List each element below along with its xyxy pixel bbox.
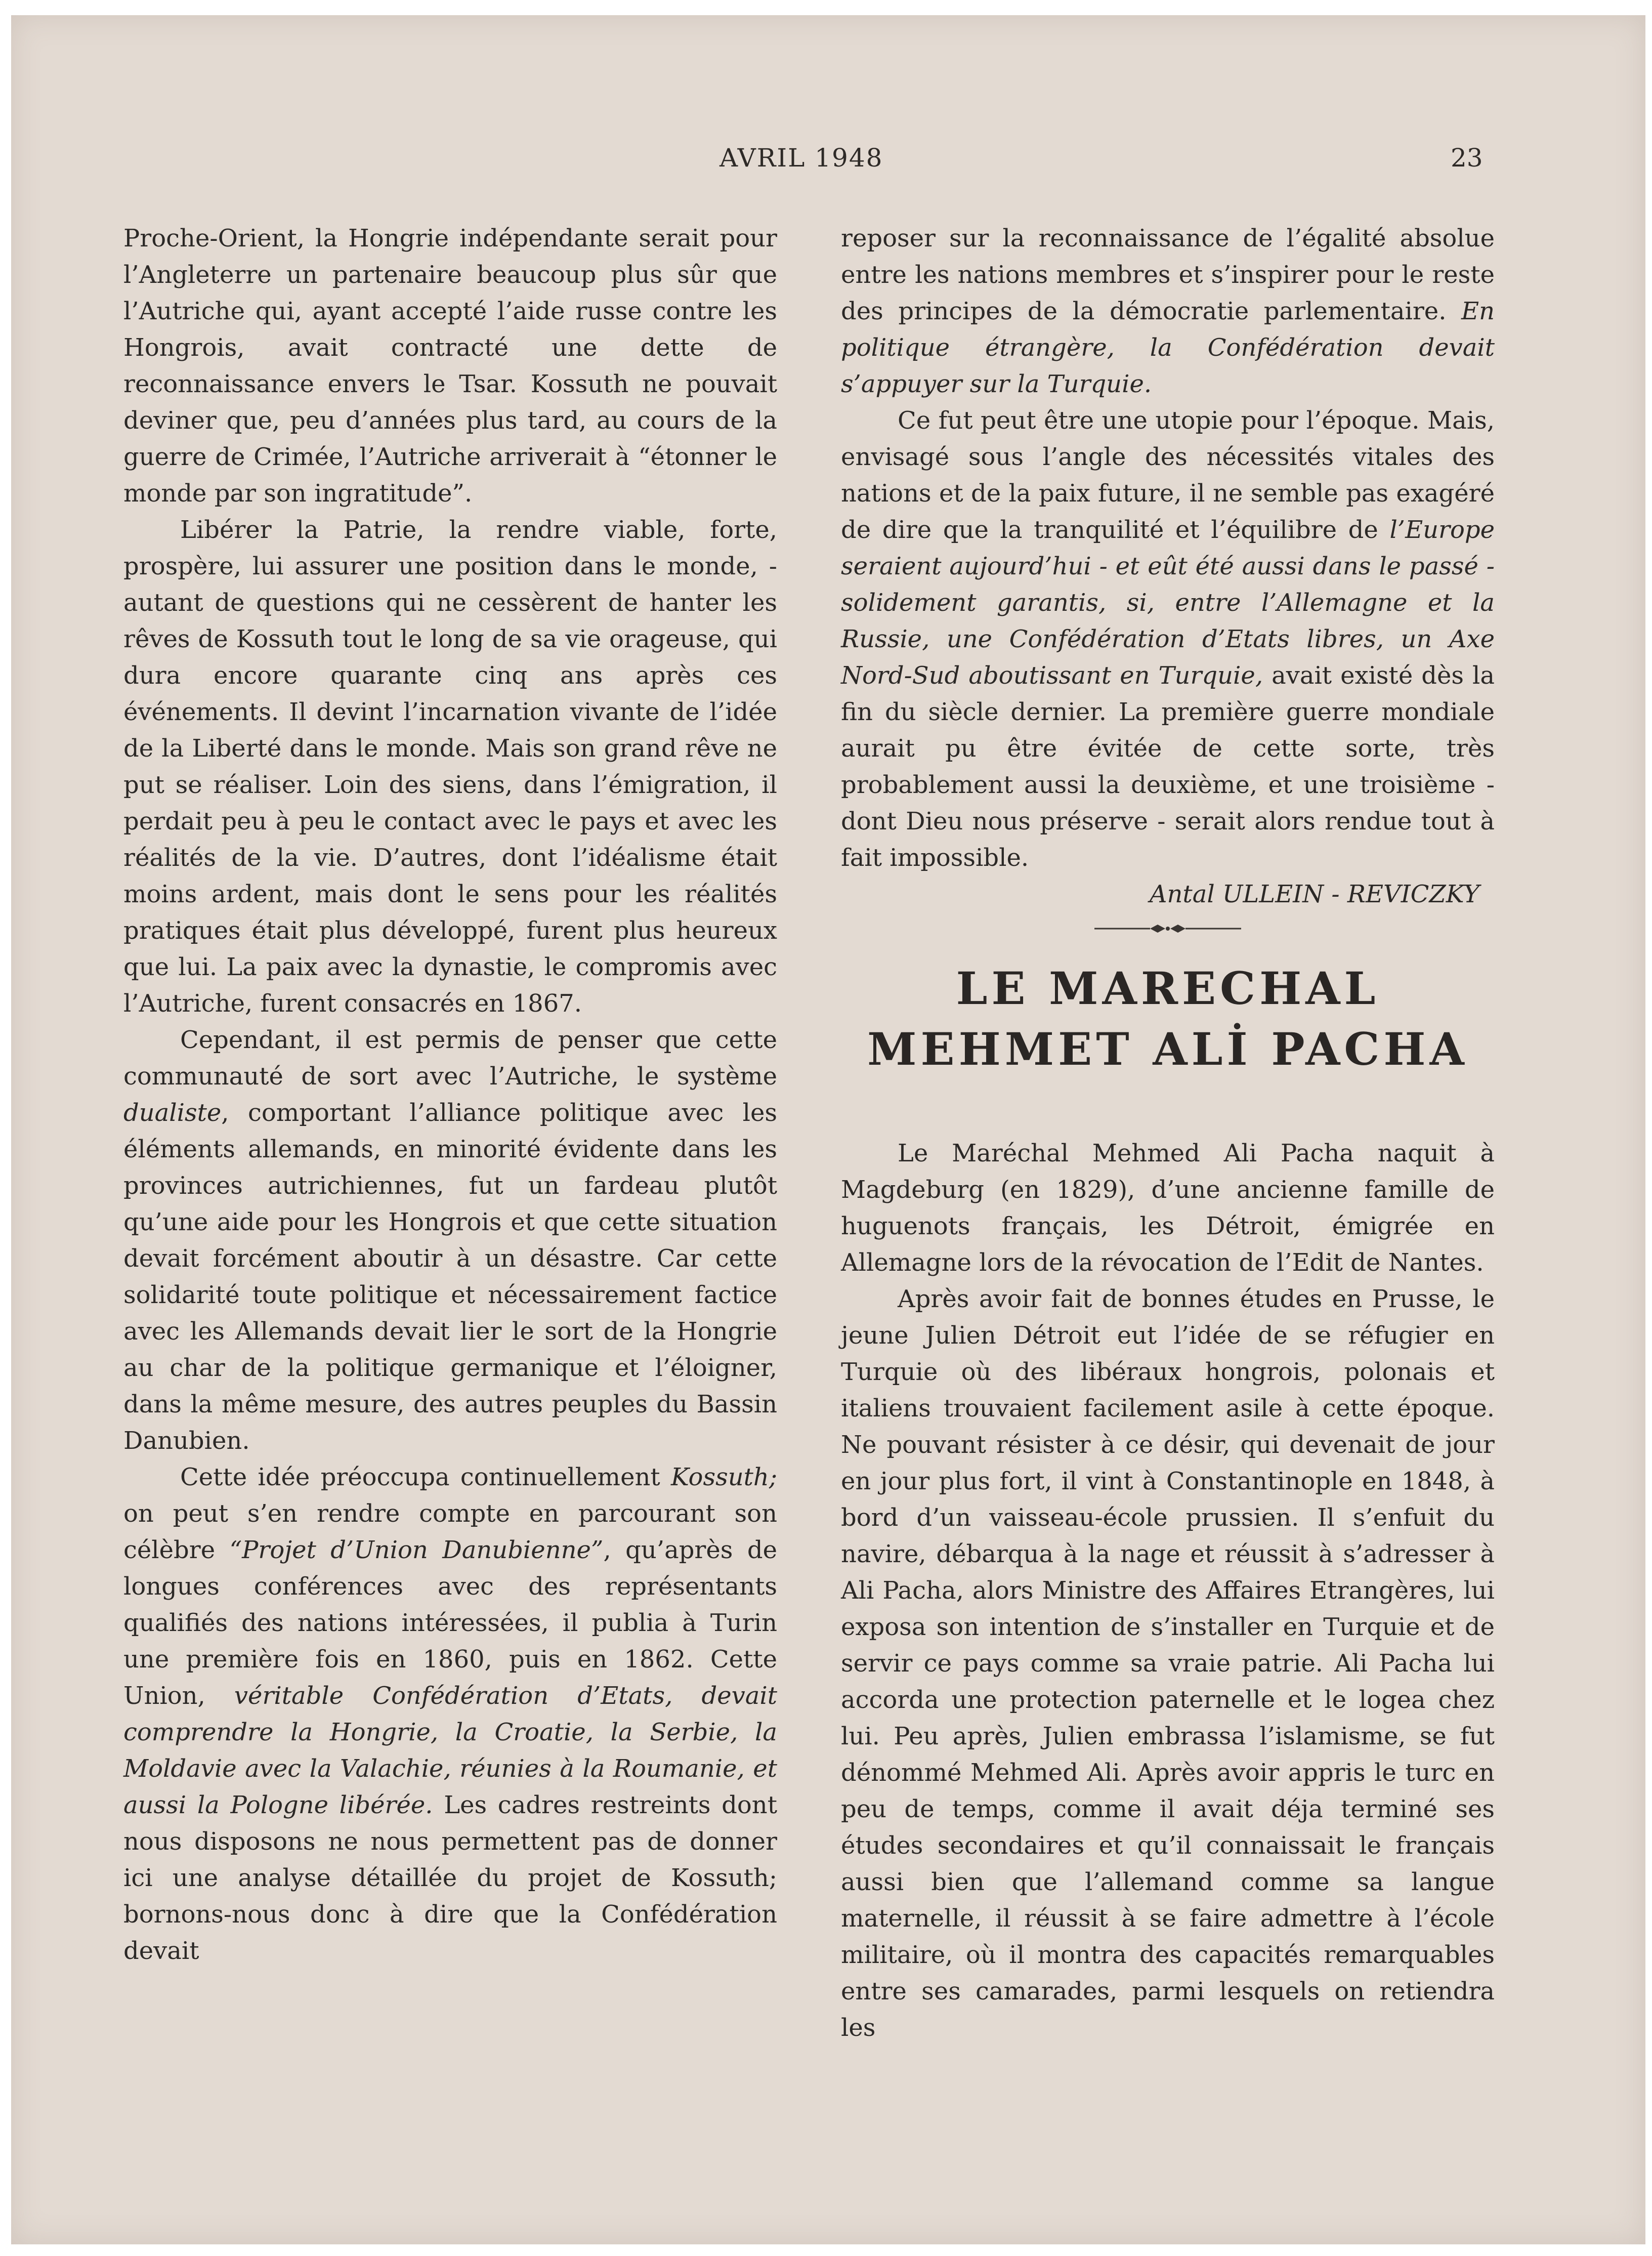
text-run: Cependant, il est permis de penser que cette communauté de sort avec l’Autriche, le système: [123, 1026, 777, 1091]
page-number: 23: [1451, 143, 1483, 173]
italic-text: véritable Confédération d’Etats, devait comprendre la Hongrie, la Croatie, la Serbie, la Moldavie avec la Valachie, réunies à la Roumanie, et aussi la Pologne libérée.: [123, 1682, 777, 1819]
separator-ornament-icon: [1094, 920, 1241, 938]
paragraph: Libérer la Patrie, la rendre viable, forte, prospère, lui assurer une position dans le monde, - autant de questions qui ne cessèrent de hanter les rêves de Kossuth tout le long de sa vie orageuse, qui dura encore quarante cinq ans après ces événements. Il devint l’incarnation vivante de l’idée de la Liberté dans le monde. Mais son grand rêve ne put se réaliser. Loin des siens, dans l’émigration, il perdait peu à peu le contact avec le pays et avec les réalités de la vie. D’autres, dont l’idéalisme était moins ardent, mais dont le sens pour les réalités pratiques était plus développé, furent plus heureux que lui. La paix avec la dynastie, le compromis avec l’Autriche, furent consacrés en 1867.: [123, 516, 777, 1018]
article-title: [841, 958, 1495, 1079]
article-title-line: LE MARECHAL: [956, 962, 1380, 1015]
text-run: Cette idée préoccupa continuellement: [180, 1463, 671, 1491]
paragraph: Le Maréchal Mehmed Ali Pacha naquit à Magdeburg (en 1829), d’une ancienne famille de huguenots français, les Détroit, émigrée en Allemagne lors de la révocation de l’Edit de Nantes.: [841, 1139, 1495, 1277]
left-column: [123, 220, 777, 1969]
paragraph: Après avoir fait de bonnes études en Prusse, le jeune Julien Détroit eut l’idée de se réfugier en Turquie où des libéraux hongrois, polonais et italiens trouvaient facilement asile à cette époque. Ne pouvant résister à ce désir, qui devenait de jour en jour plus fort, il vint à Constantinople en 1848, à bord d’un vaisseau-école prussien. Il s’enfuit du navire, débarqua à la nage et réussit à s’adresser à Ali Pacha, alors Ministre des Affaires Etrangères, lui exposa son intention de s’installer en Turquie et de servir ce pays comme sa vraie patrie. Ali Pacha lui accorda une protection paternelle et le logea chez lui. Peu après, Julien embrassa l’islamisme, se fut dénommé Mehmed Ali. Après avoir appris le turc en peu de temps, comme il avait déja terminé ses études secondaires et qu’il connaissait le français aussi bien que l’allemand comme sa langue maternelle, il réussit à se faire admettre à l’école militaire, où il montra des capacités remarquables entre ses camarades, parmi lesquels on retiendra les: [841, 1285, 1495, 2042]
paragraph: [841, 220, 1495, 402]
text-run: on peut s’en rendre compte en parcourant son célèbre: [123, 1499, 777, 1564]
issue-date: AVRIL 1948: [719, 143, 883, 173]
page-header: [11, 15, 1645, 177]
italic-text: dualiste: [123, 1099, 222, 1127]
text-run: reposer sur la reconnaissance de l’égalité absolue entre les nations membres et s’inspirer pour le reste des principes de la démocratie parlementaire.: [841, 224, 1495, 325]
italic-text: Kossuth;: [670, 1463, 777, 1491]
italic-text: l’Europe seraient aujourd’hui - et eût été aussi dans le passé - solidement garantis, si, entre l’Allemagne et la Russie, une Confédération d’Etats libres, un Axe Nord-Sud aboutissant en Turquie,: [841, 516, 1495, 690]
text-run: , comportant l’alliance politique avec les éléments allemands, en minorité évidente dans les provinces autrichiennes, fut un fardeau plutôt qu’une aide pour les Hongrois et que cette situation devait forcément aboutir à un désastre. Car cette solidarité toute politique et nécessairement factice avec les Allemands devait lier le sort de la Hongrie au char de la politique germanique et l’éloigner, dans la même mesure, des autres peuples du Bassin Danubien.: [123, 1099, 777, 1455]
right-column: [841, 220, 1495, 2046]
paragraph: [123, 1459, 777, 1969]
text-run: Ce fut peut être une utopie pour l’époque. Mais, envisagé sous l’angle des nécessités vitales des nations et de la paix future, il ne semble pas exagéré de dire que la tranquilité et l’équilibre de: [841, 406, 1495, 544]
paragraph: [841, 402, 1495, 876]
text-run: Les cadres restreints dont nous disposons ne nous permettent pas de donner ici une analyse détaillée du projet de Kossuth; bornons-nous donc à dire que la Confédération devait: [123, 1791, 778, 1965]
italic-text: “Projet d’Union Danubienne”: [229, 1536, 604, 1564]
italic-text: En politique étrangère, la Confédération devait s’appuyer sur la Turquie.: [841, 297, 1495, 398]
paragraph: [123, 1022, 777, 1459]
text-run: avait existé dès la fin du siècle dernier. La première guerre mondiale aurait pu être évitée de cette sorte, très probablement aussi la deuxième, et une troisième - dont Dieu nous préserve - serait alors rendue tout à fait impossible.: [841, 661, 1495, 872]
author-signature: Antal ULLEIN - REVICZKY: [1149, 880, 1479, 908]
paragraph: Proche-Orient, la Hongrie indépendante serait pour l’Angleterre un partenaire beaucoup plus sûr que l’Autriche qui, ayant accepté l’aide russe contre les Hongrois, avait contracté une dette de reconnaissance envers le Tsar. Kossuth ne pouvait deviner que, peu d’années plus tard, au cours de la guerre de Crimée, l’Autriche arriverait à “étonner le monde par son ingratitude”.: [123, 224, 777, 508]
text-run: , qu’après de longues conférences avec des représentants qualifiés des nations intéressées, il publia à Turin une première fois en 1860, puis en 1862. Cette Union,: [123, 1536, 777, 1710]
article-title-line: MEHMET ALİ PACHA: [867, 1023, 1468, 1075]
page-sheet: [11, 15, 1645, 2244]
